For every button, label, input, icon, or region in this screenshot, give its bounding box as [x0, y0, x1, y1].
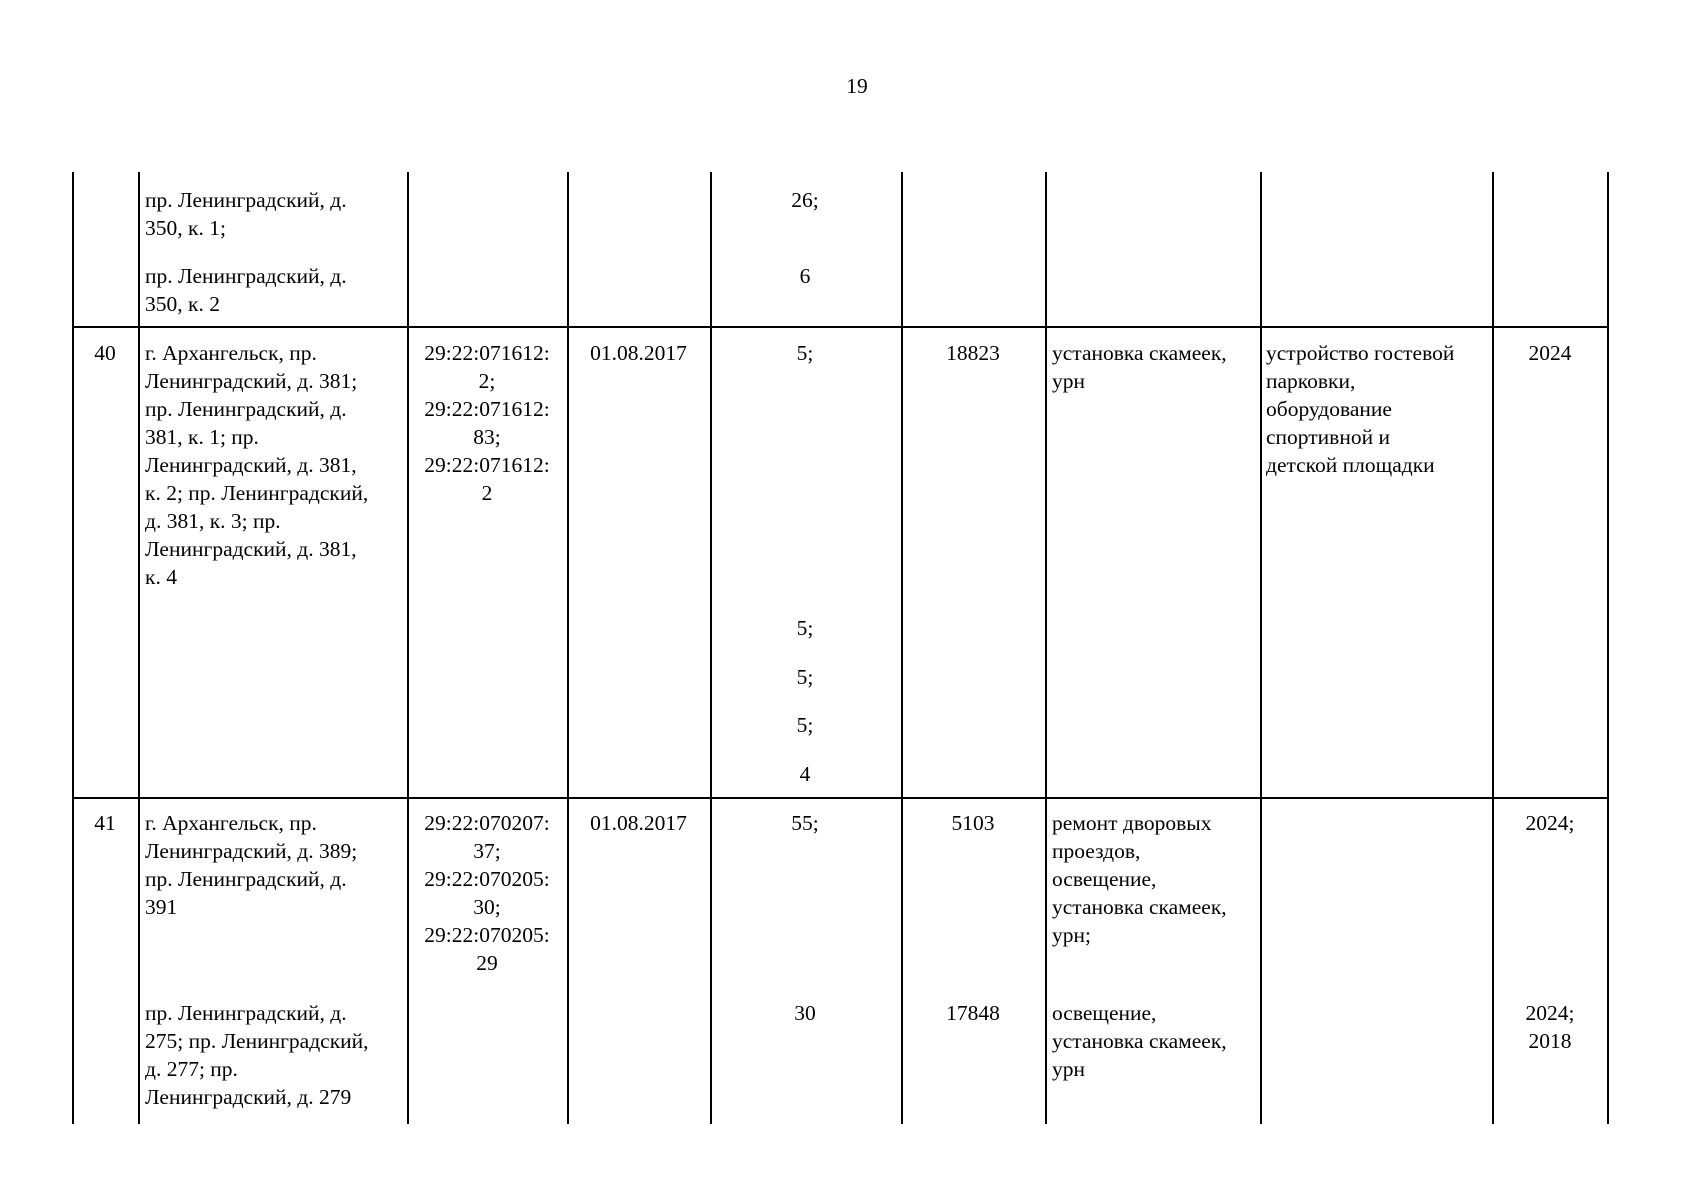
apartment-count: 5;	[796, 341, 814, 365]
year-cell: 2024;	[1525, 811, 1575, 835]
address-cell: г. Архангельск, пр. Ленинградский, д. 381; пр. Ленинградский, д. 381, к. 1; пр. Ленинградский, д. 381, к. 2; пр. Ленинградский, д. 381, к. 3; пр. Ленинградский, д. 381, к. 4	[145, 341, 369, 589]
column-divider	[407, 172, 409, 1124]
column-divider	[138, 172, 140, 1124]
area-cell: 18823	[946, 341, 1000, 365]
column-divider	[1045, 172, 1047, 1124]
column-divider	[567, 172, 569, 1124]
row-number: 40	[94, 341, 116, 365]
apartment-count: 4	[799, 762, 811, 786]
minimal-works-cell: освещение, установка скамеек, урн	[1052, 1001, 1227, 1081]
area-cell: 5103	[951, 811, 995, 835]
address-cell: пр. Ленинградский, д. 350, к. 2	[145, 264, 347, 316]
column-divider	[710, 172, 712, 1124]
column-divider	[1492, 172, 1494, 1124]
apartment-count: 5;	[796, 665, 814, 689]
date-cell: 01.08.2017	[590, 341, 687, 365]
area-cell: 17848	[946, 1001, 1000, 1025]
column-divider	[72, 172, 74, 1124]
row-divider	[72, 797, 1609, 799]
apartment-count: 5;	[796, 616, 814, 640]
row-number: 41	[94, 811, 116, 835]
minimal-works-cell: установка скамеек, урн	[1052, 341, 1227, 393]
address-cell: г. Архангельск, пр. Ленинградский, д. 389; пр. Ленинградский, д. 391	[145, 811, 358, 919]
date-cell: 01.08.2017	[590, 811, 687, 835]
year-cell: 2024	[1528, 341, 1572, 365]
apartment-count: 30	[794, 1001, 816, 1025]
cadastral-cell: 29:22:071612: 2; 29:22:071612: 83; 29:22:071612: 2	[424, 341, 550, 505]
year-cell: 2024; 2018	[1525, 1001, 1575, 1053]
address-cell: пр. Ленинградский, д. 350, к. 1;	[145, 188, 347, 240]
column-divider	[901, 172, 903, 1124]
apartment-count: 55;	[791, 811, 819, 835]
apartment-count: 6	[799, 264, 811, 288]
minimal-works-cell: ремонт дворовых проездов, освещение, установка скамеек, урн;	[1052, 811, 1227, 947]
address-cell: пр. Ленинградский, д. 275; пр. Ленинградский, д. 277; пр. Ленинградский, д. 279	[145, 1001, 369, 1109]
page-number: 19	[846, 74, 868, 98]
additional-works-cell: устройство гостевой парковки, оборудование спортивной и детской площадки	[1266, 341, 1455, 477]
column-divider	[1260, 172, 1262, 1124]
row-divider	[72, 326, 1609, 328]
cadastral-cell: 29:22:070207: 37; 29:22:070205: 30; 29:22:070205: 29	[424, 811, 550, 975]
apartment-count: 5;	[796, 713, 814, 737]
column-divider	[1607, 172, 1609, 1124]
apartment-count: 26;	[791, 188, 819, 212]
